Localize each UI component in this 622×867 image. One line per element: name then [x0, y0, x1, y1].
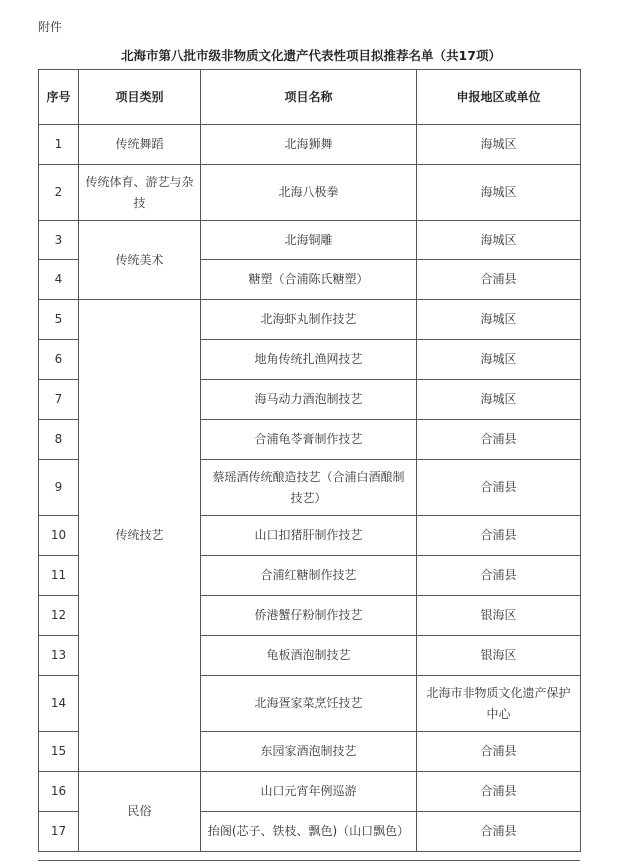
- cell-name: 海马动力酒泡制技艺: [201, 380, 417, 420]
- cell-no: 16: [39, 772, 79, 812]
- cell-name: 糖塑（合浦陈氏糖塑）: [201, 260, 417, 300]
- cell-no: 10: [39, 516, 79, 556]
- table-row: [39, 165, 581, 221]
- header-region: 申报地区或单位: [417, 70, 581, 125]
- cell-name: 合浦红糖制作技艺: [201, 556, 417, 596]
- table-row: [39, 125, 581, 165]
- header-name: 项目名称: [201, 70, 417, 125]
- cell-region: 合浦县: [417, 460, 581, 516]
- cell-no: 8: [39, 420, 79, 460]
- cell-no: 3: [39, 221, 79, 260]
- table-header-row: [39, 70, 581, 125]
- recommendation-table: [38, 69, 581, 852]
- cell-region: 合浦县: [417, 732, 581, 772]
- document-title: 北海市第八批市级非物质文化遗产代表性项目拟推荐名单（共17项）: [121, 48, 501, 63]
- cell-name: 北海疍家菜烹饪技艺: [201, 676, 417, 732]
- table-row: [39, 772, 581, 812]
- cell-no: 17: [39, 812, 79, 852]
- cell-no: 7: [39, 380, 79, 420]
- cell-name: 北海狮舞: [201, 125, 417, 165]
- cell-name: 北海铜雕: [201, 221, 417, 260]
- cell-no: 11: [39, 556, 79, 596]
- cell-region: 海城区: [417, 300, 581, 340]
- cell-no: 13: [39, 636, 79, 676]
- cell-name: 抬阁(芯子、铁枝、飘色)（山口飘色）: [201, 812, 417, 852]
- cell-region: 银海区: [417, 636, 581, 676]
- cell-no: 15: [39, 732, 79, 772]
- cell-no: 5: [39, 300, 79, 340]
- cell-region: 合浦县: [417, 260, 581, 300]
- cell-category: 民俗: [79, 772, 201, 852]
- cell-region: 银海区: [417, 596, 581, 636]
- cell-name: 山口元宵年例巡游: [201, 772, 417, 812]
- cell-region: 北海市非物质文化遗产保护中心: [417, 676, 581, 732]
- cell-name: 东园家酒泡制技艺: [201, 732, 417, 772]
- cell-no: 9: [39, 460, 79, 516]
- cell-name: 北海八极拳: [201, 165, 417, 221]
- cell-no: 14: [39, 676, 79, 732]
- table-row: [39, 221, 581, 260]
- cell-no: 1: [39, 125, 79, 165]
- cell-name: 龟板酒泡制技艺: [201, 636, 417, 676]
- page-bottom-divider: [38, 860, 580, 861]
- cell-no: 12: [39, 596, 79, 636]
- cell-region: 合浦县: [417, 556, 581, 596]
- cell-category: 传统美术: [79, 221, 201, 300]
- cell-no: 4: [39, 260, 79, 300]
- table-row: [39, 300, 581, 340]
- attachment-label: 附件: [38, 20, 63, 34]
- cell-name: 北海虾丸制作技艺: [201, 300, 417, 340]
- cell-category: 传统技艺: [79, 300, 201, 772]
- cell-category: 传统体育、游艺与杂技: [79, 165, 201, 221]
- cell-region: 合浦县: [417, 516, 581, 556]
- cell-region: 合浦县: [417, 772, 581, 812]
- cell-region: 海城区: [417, 165, 581, 221]
- cell-name: 蔡瑶酒传统酿造技艺（合浦白酒酿制技艺）: [201, 460, 417, 516]
- cell-name: 地角传统扎渔网技艺: [201, 340, 417, 380]
- header-no: 序号: [39, 70, 79, 125]
- cell-name: 合浦龟苓膏制作技艺: [201, 420, 417, 460]
- cell-region: 海城区: [417, 125, 581, 165]
- header-category: 项目类别: [79, 70, 201, 125]
- cell-no: 6: [39, 340, 79, 380]
- cell-category: 传统舞蹈: [79, 125, 201, 165]
- cell-region: 海城区: [417, 340, 581, 380]
- cell-region: 合浦县: [417, 420, 581, 460]
- cell-region: 海城区: [417, 221, 581, 260]
- cell-region: 合浦县: [417, 812, 581, 852]
- cell-region: 海城区: [417, 380, 581, 420]
- cell-name: 山口扣猪肝制作技艺: [201, 516, 417, 556]
- cell-no: 2: [39, 165, 79, 221]
- cell-name: 侨港蟹仔粉制作技艺: [201, 596, 417, 636]
